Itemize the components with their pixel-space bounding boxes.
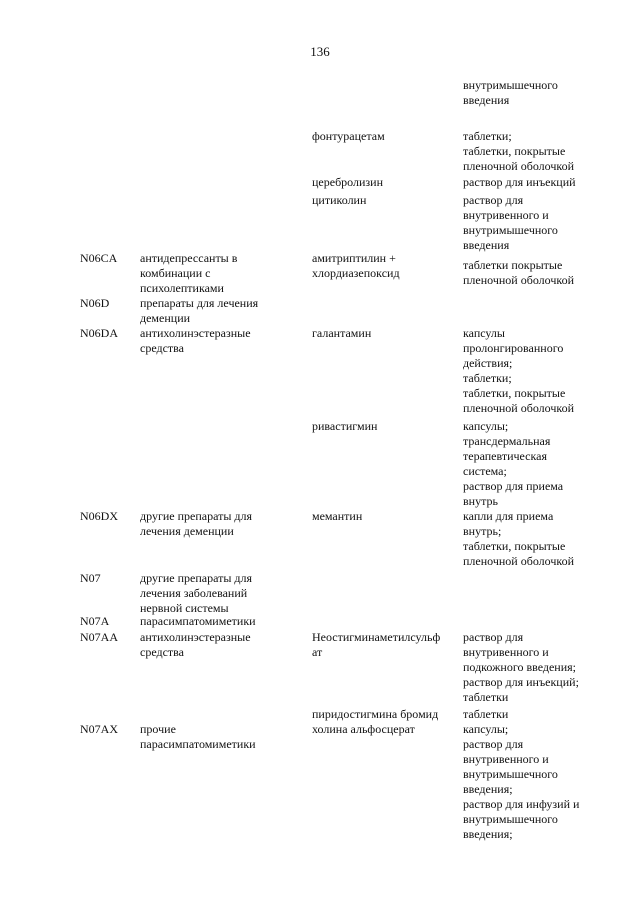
dosage-form-cell: капсулы; трансдермальная терапевтическая система; раствор для приема внутрь: [463, 419, 564, 508]
atc-code-cell: N06D: [80, 296, 110, 310]
dosage-form-cell: капсулы пролонгированного действия; таблетки; таблетки, покрытые пленочной оболочкой: [463, 326, 575, 415]
group-name-cell: парасимпатомиметики: [140, 614, 256, 628]
dosage-form-cell: таблетки; таблетки, покрытые пленочной оболочкой: [463, 129, 575, 173]
dosage-form-cell: внутримышечного введения: [463, 78, 558, 107]
drug-name-cell: холина альфосцерат: [312, 722, 415, 736]
drug-name-cell: галантамин: [312, 326, 372, 340]
atc-code-cell: N06DX: [80, 509, 118, 523]
atc-code-cell: N07: [80, 571, 101, 585]
group-name-cell: антихолинэстеразные средства: [140, 630, 251, 659]
drug-name-cell: цитиколин: [312, 193, 367, 207]
atc-code-cell: N07A: [80, 614, 110, 628]
dosage-form-cell: раствор для инъекций: [463, 175, 576, 189]
drug-name-cell: мемантин: [312, 509, 363, 523]
dosage-form-cell: капли для приема внутрь; таблетки, покрытые пленочной оболочкой: [463, 509, 575, 568]
drug-name-cell: фонтурацетам: [312, 129, 385, 143]
group-name-cell: прочие парасимпатомиметики: [140, 722, 256, 751]
group-name-cell: антихолинэстеразные средства: [140, 326, 251, 355]
dosage-form-cell: капсулы; раствор для внутривенного и внутримышечного введения; раствор для инфузий и внутримышечного введения;: [463, 722, 580, 841]
atc-code-cell: N07AX: [80, 722, 118, 736]
atc-code-cell: N06DA: [80, 326, 118, 340]
dosage-form-cell: таблетки: [463, 707, 509, 721]
drug-name-cell: Неостигминаметилсульф ат: [312, 630, 441, 659]
atc-code-cell: N06CA: [80, 251, 118, 265]
group-name-cell: другие препараты для лечения заболеваний нервной системы: [140, 571, 253, 615]
drug-name-cell: пиридостигмина бромид: [312, 707, 439, 721]
dosage-form-cell: таблетки покрытые пленочной оболочкой: [463, 258, 575, 287]
dosage-form-cell: раствор для внутривенного и подкожного введения; раствор для инъекций; таблетки: [463, 630, 579, 704]
dosage-form-cell: раствор для внутривенного и внутримышечного введения: [463, 193, 558, 252]
drug-name-cell: церебролизин: [312, 175, 384, 189]
group-name-cell: другие препараты для лечения деменции: [140, 509, 253, 538]
group-name-cell: антидепрессанты в комбинации с психолептиками: [140, 251, 238, 295]
atc-code-cell: N07AA: [80, 630, 118, 644]
group-name-cell: препараты для лечения деменции: [140, 296, 259, 325]
drug-name-cell: амитриптилин + хлордиазепоксид: [312, 251, 400, 280]
drug-name-cell: ривастигмин: [312, 419, 378, 433]
page-number: 136: [310, 44, 330, 59]
